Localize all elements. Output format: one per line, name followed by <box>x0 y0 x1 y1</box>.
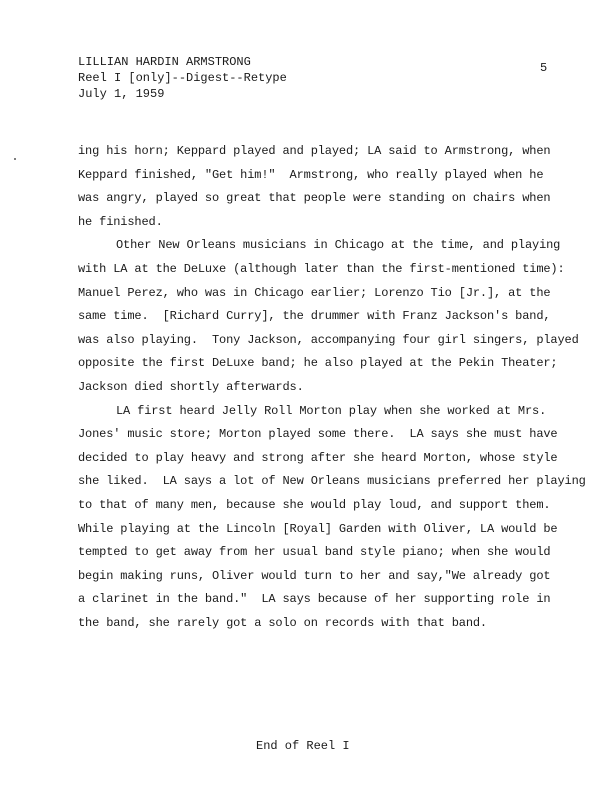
text-line: LA first heard Jelly Roll Morton play when she worked at Mrs. <box>116 403 547 418</box>
text-line: Jones' music store; Morton played some there. LA says she must have <box>78 427 558 442</box>
transcript-body <box>78 140 598 635</box>
interview-date: July 1, 1959 <box>78 87 165 101</box>
subject-name: LILLIAN HARDIN ARMSTRONG <box>78 55 251 69</box>
scan-speck <box>14 158 16 160</box>
text-line: to that of many men, because she would play loud, and support them. <box>78 497 551 512</box>
document-header <box>78 54 287 102</box>
text-line: the band, she rarely got a solo on records with that band. <box>78 615 487 630</box>
text-line: begin making runs, Oliver would turn to her and say,"We already got <box>78 568 551 583</box>
text-line: a clarinet in the band." LA says because of her supporting role in <box>78 592 551 607</box>
paragraph <box>78 234 598 399</box>
text-line: Other New Orleans musicians in Chicago at the time, and playing <box>116 238 561 253</box>
text-line: opposite the first DeLuxe band; he also played at the Pekin Theater; <box>78 356 558 371</box>
paragraph <box>78 400 598 636</box>
end-of-reel-note: End of Reel I <box>256 739 350 753</box>
text-line: ing his horn; Keppard played and played; LA said to Armstrong, when <box>78 144 551 158</box>
text-line: While playing at the Lincoln [Royal] Garden with Oliver, LA would be <box>78 521 558 536</box>
text-line: she liked. LA says a lot of New Orleans musicians preferred her playing <box>78 474 586 489</box>
page-number: 5 <box>540 61 548 75</box>
text-line: decided to play heavy and strong after she heard Morton, whose style <box>78 450 558 465</box>
text-line: was angry, played so great that people were standing on chairs when <box>78 191 551 206</box>
reel-label: Reel I [only]--Digest--Retype <box>78 71 287 85</box>
paragraph <box>78 140 598 234</box>
text-line: tempted to get away from her usual band style piano; when she would <box>78 545 551 560</box>
text-line: with LA at the DeLuxe (although later than the first-mentioned time): <box>78 261 565 276</box>
text-line: Jackson died shortly afterwards. <box>78 379 304 394</box>
text-line: he finished. <box>78 214 163 229</box>
text-line: same time. [Richard Curry], the drummer with Franz Jackson's band, <box>78 309 551 324</box>
text-line: Manuel Perez, who was in Chicago earlier; Lorenzo Tio [Jr.], at the <box>78 285 551 300</box>
text-line: was also playing. Tony Jackson, accompanying four girl singers, played <box>78 332 579 347</box>
text-line: Keppard finished, "Get him!" Armstrong, who really played when he <box>78 167 544 182</box>
